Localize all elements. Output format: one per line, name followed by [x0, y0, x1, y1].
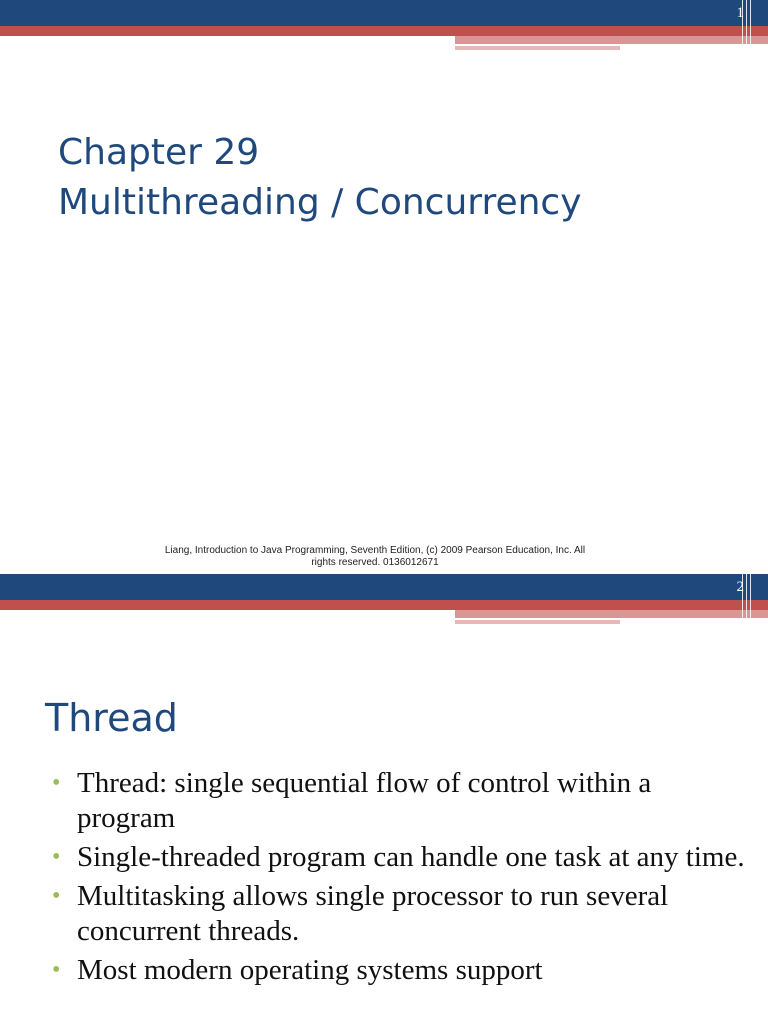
bullet-item: [52, 840, 752, 875]
bullet-dot-icon: •: [52, 957, 61, 983]
header-band-pink: [455, 620, 620, 624]
bullet-item: [52, 879, 752, 949]
header-band-pink: [455, 46, 620, 50]
bullet-dot-icon: •: [52, 844, 61, 870]
footer-line-1: Liang, Introduction to Java Programming, Seventh Edition, (c) 2009 Pearson Education, Inc. All: [164, 545, 586, 556]
bullet-item: [52, 766, 752, 836]
header-band-blue: [0, 574, 768, 600]
slide-title: Thread: [45, 696, 178, 740]
bullet-text: Multitasking allows single processor to run several concurrent threads.: [77, 880, 669, 947]
slide-number: 2: [736, 579, 744, 595]
bullet-text: Most modern operating systems support: [77, 954, 543, 986]
header-band-red-light: [455, 610, 768, 618]
bullet-text: Thread: single sequential flow of control within a program: [77, 767, 652, 834]
bullet-list: [52, 766, 752, 992]
copyright-footer: [130, 545, 620, 569]
bullet-dot-icon: •: [52, 770, 61, 796]
bullet-item: [52, 953, 752, 988]
title-line-1: Chapter 29: [58, 132, 260, 173]
slide-number: 1: [736, 5, 744, 21]
bullet-text: Single-threaded program can handle one task at any time.: [77, 841, 745, 873]
header-band-red: [0, 26, 768, 36]
header-band-blue: [0, 0, 768, 26]
bullet-dot-icon: •: [52, 883, 61, 909]
footer-line-2: rights reserved. 0136012671: [311, 557, 439, 568]
slide-title: [58, 128, 582, 228]
slide-2: [0, 574, 768, 1024]
header-band-red-light: [455, 36, 768, 44]
title-line-2: Multithreading / Concurrency: [58, 182, 582, 223]
header-band-red: [0, 600, 768, 610]
